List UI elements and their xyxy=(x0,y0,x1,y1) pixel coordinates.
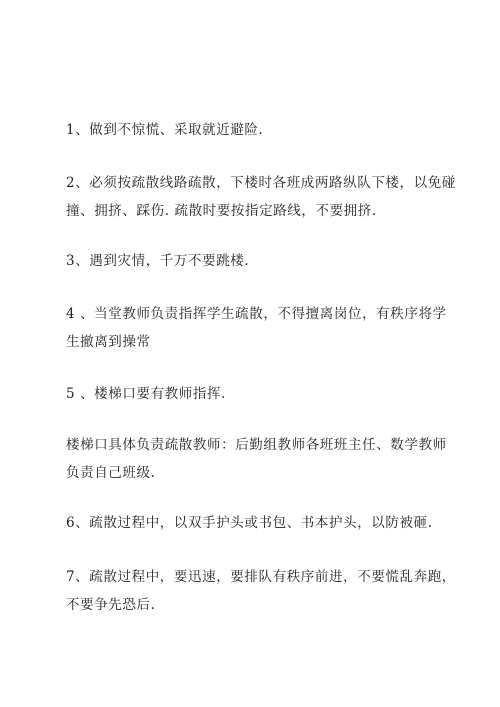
paragraph-8: 7、疏散过程中，要迅速，要排队有秩序前进，不要慌乱奔跑，不要争先恐后. xyxy=(66,569,456,613)
paragraph-4: 4 、当堂教师负责指挥学生疏散，不得擅离岗位，有秩序将学生撤离到操常 xyxy=(66,306,447,350)
paragraph-5: 5 、楼梯口要有教师指挥. xyxy=(66,386,226,402)
paragraph-2: 2、必须按疏散线路疏散，下楼时各班成两路纵队下楼，以免碰撞、拥挤、踩伤. 疏散时要按指定路线，不要拥挤. xyxy=(66,175,456,219)
paragraph-1: 1、做到不惊慌、采取就近避险. xyxy=(66,122,264,138)
paragraph-7: 6、疏散过程中，以双手护头或书包、书本护头，以防被砸. xyxy=(66,515,433,531)
paragraph-6: 楼梯口具体负责疏散教师：后勤组教师各班班主任、数学教师负责自己班级. xyxy=(66,437,447,481)
paragraph-3: 3、遇到灾情，千万不要跳楼. xyxy=(66,253,250,269)
